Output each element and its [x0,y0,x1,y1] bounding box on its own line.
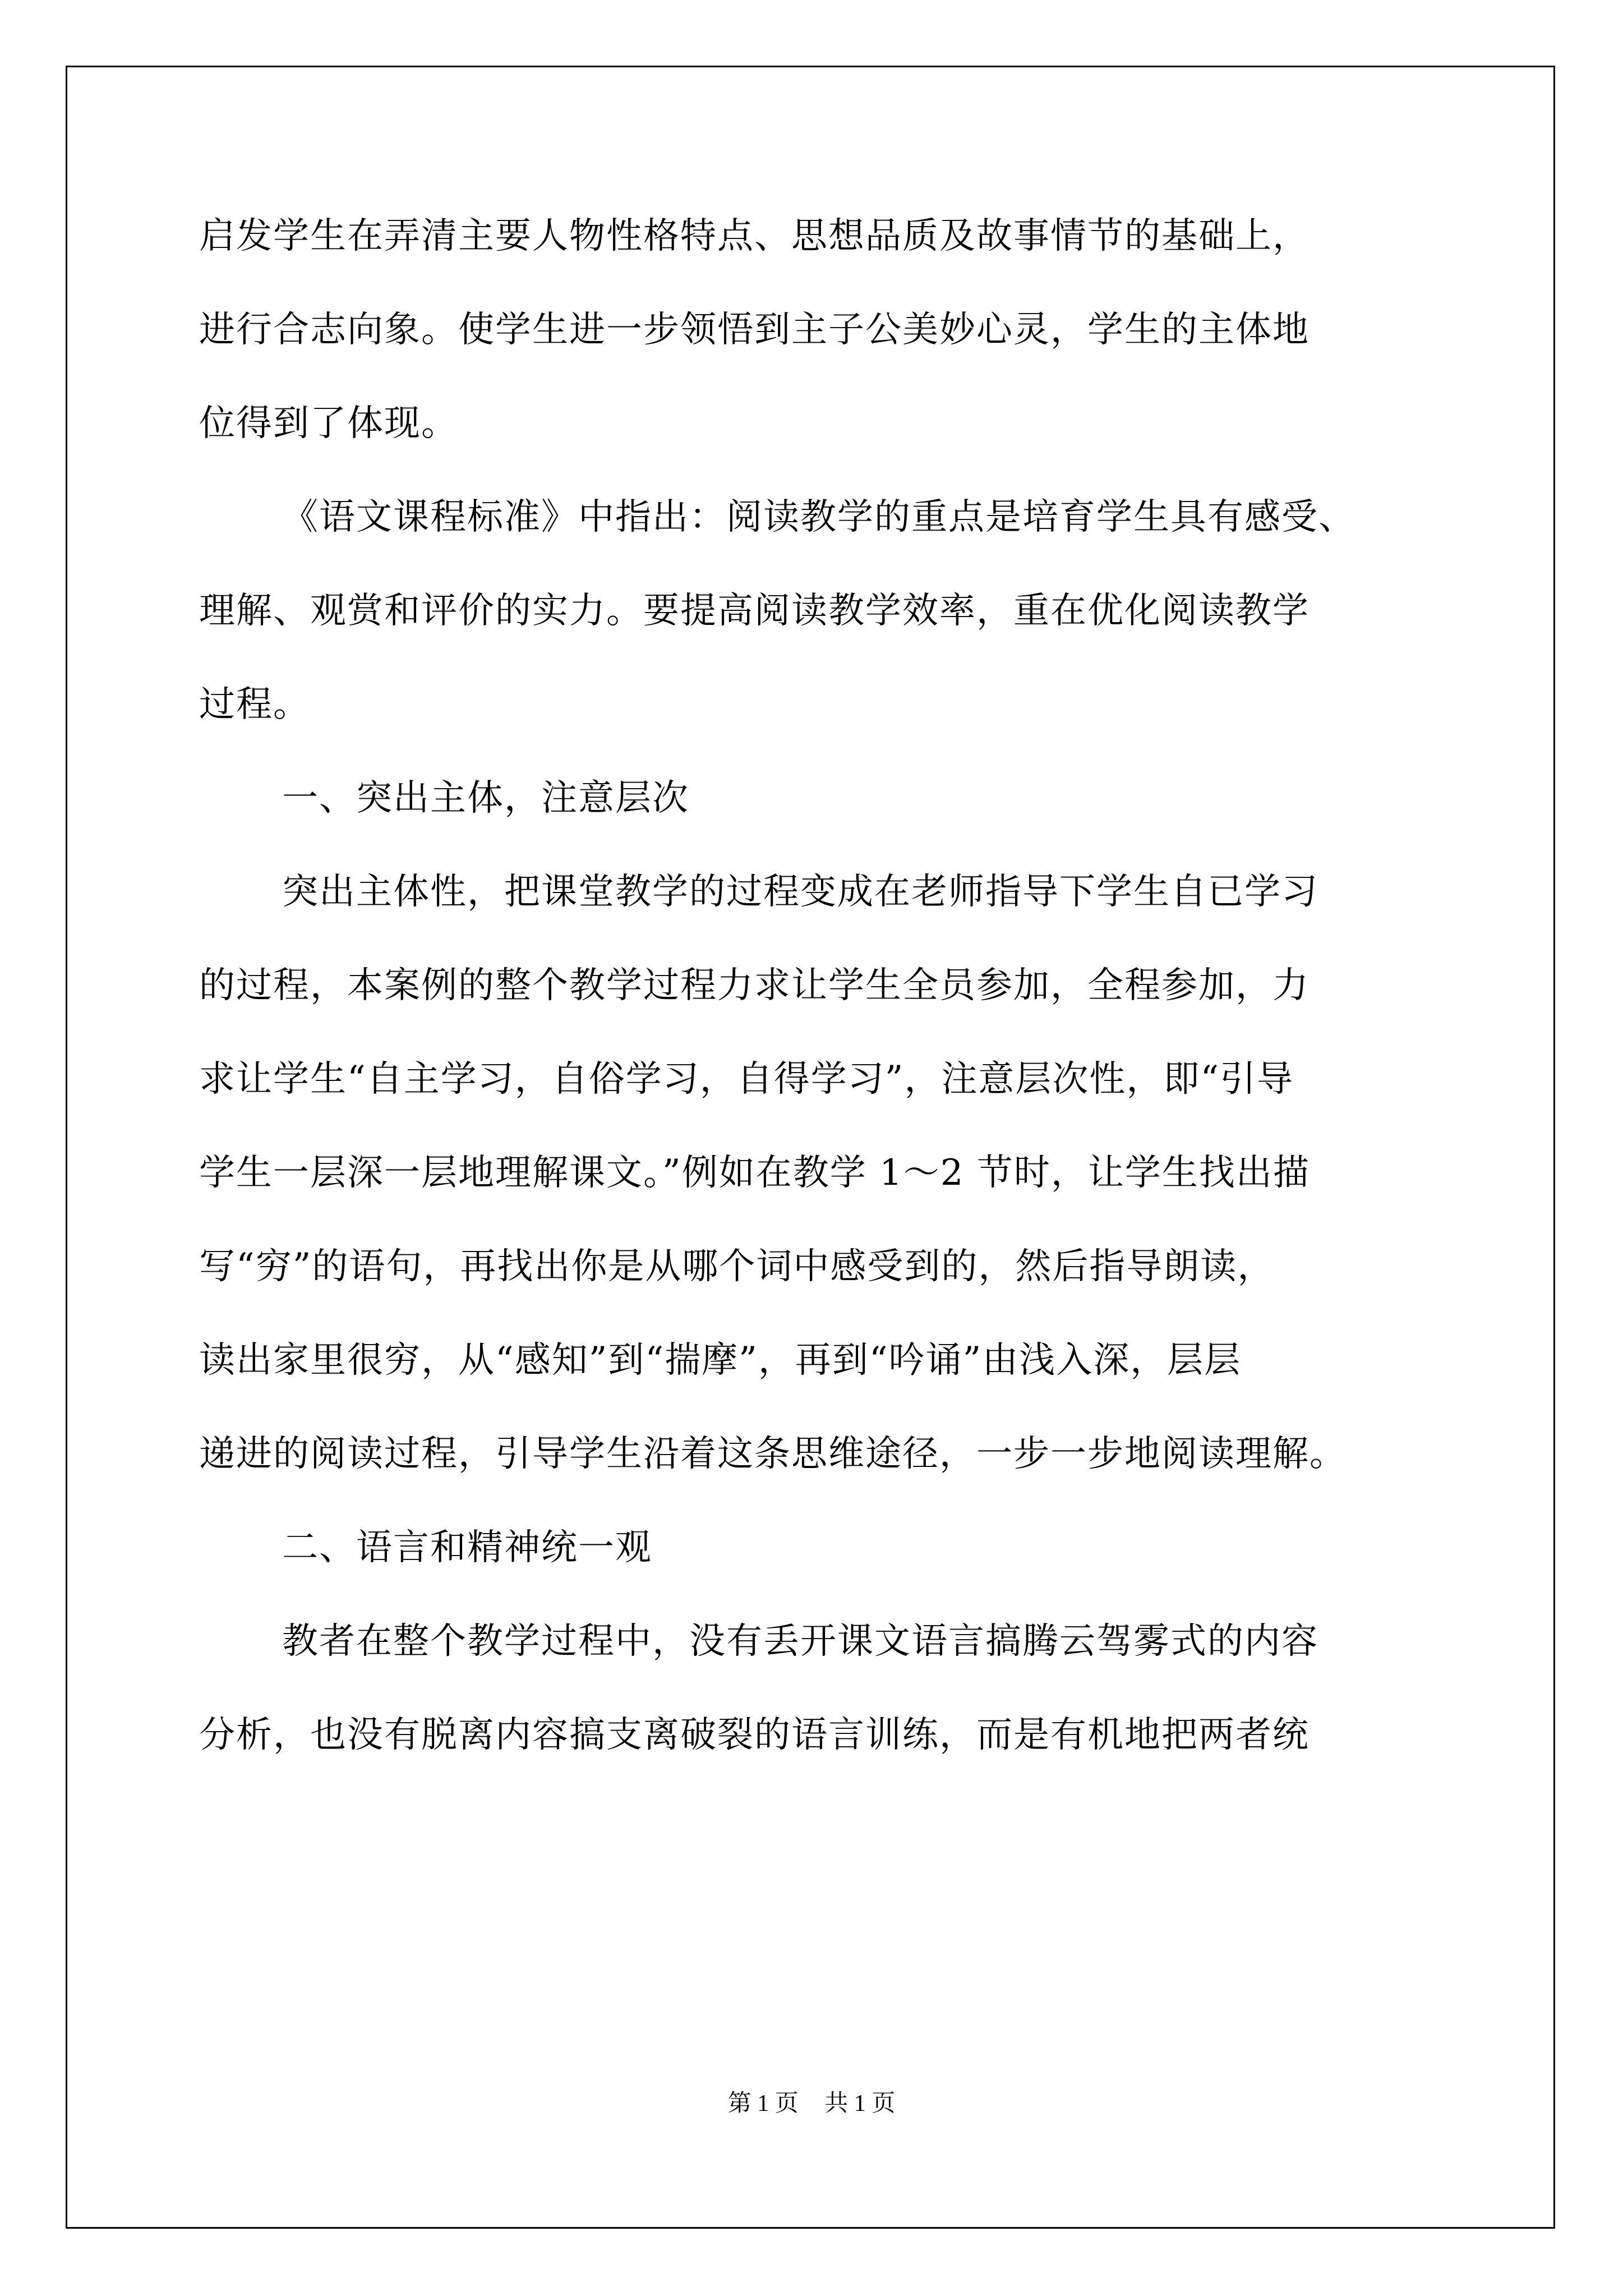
text-line-11: 学生一层深一层地理解课文。”例如在教学 1～2 节时，让学生找出描 [199,1152,1310,1194]
document-body [199,212,1427,1805]
page-total: 共 1 页 [824,2091,896,2116]
text-line-6: 过程。 [199,684,310,725]
text-line-10: 求让学生“自主学习，自俗学习，自得学习”，注意层次性，即“引导 [199,1059,1294,1100]
text-line-14: 递进的阅读过程，引导学生沿着这条思维途径，一步一步地阅读理解。 [199,1433,1347,1475]
text-line-12: 写“穷”的语句，再找出你是从哪个词中感受到的，然后指导朗读， [199,1246,1275,1287]
text-line-17: 分析，也没有脱离内容搞支离破裂的语言训练，而是有机地把两者统 [199,1714,1310,1756]
text-line-4: 《语文课程标准》中指出：阅读教学的重点是培育学生具有感受、 [282,496,1355,538]
text-line-3: 位得到了体现。 [199,403,458,444]
page-footer [0,2087,1623,2120]
text-line-9: 的过程，本案例的整个教学过程力求让学生全员参加，全程参加，力 [199,965,1310,1006]
section-heading-2: 二、语言和精神统一观 [282,1527,652,1568]
page-number: 第 1 页 [727,2091,799,2116]
text-line-13: 读出家里很穷，从“感知”到“揣摩”，再到“吟诵”由浅入深，层层 [199,1340,1242,1381]
section-heading-1: 一、突出主体，注意层次 [282,777,689,819]
text-line-1: 启发学生在弄清主要人物性格特点、思想品质及故事情节的基础上， [199,215,1310,257]
text-line-8: 突出主体性，把课堂教学的过程变成在老师指导下学生自已学习 [282,871,1318,913]
text-line-2: 进行合志向象。使学生进一步领悟到主子公美妙心灵，学生的主体地 [199,309,1310,351]
text-line-5: 理解、观赏和评价的实力。要提高阅读教学效率，重在优化阅读教学 [199,590,1310,632]
text-line-16: 教者在整个教学过程中，没有丢开课文语言搞腾云驾雾式的内容 [282,1621,1318,1662]
